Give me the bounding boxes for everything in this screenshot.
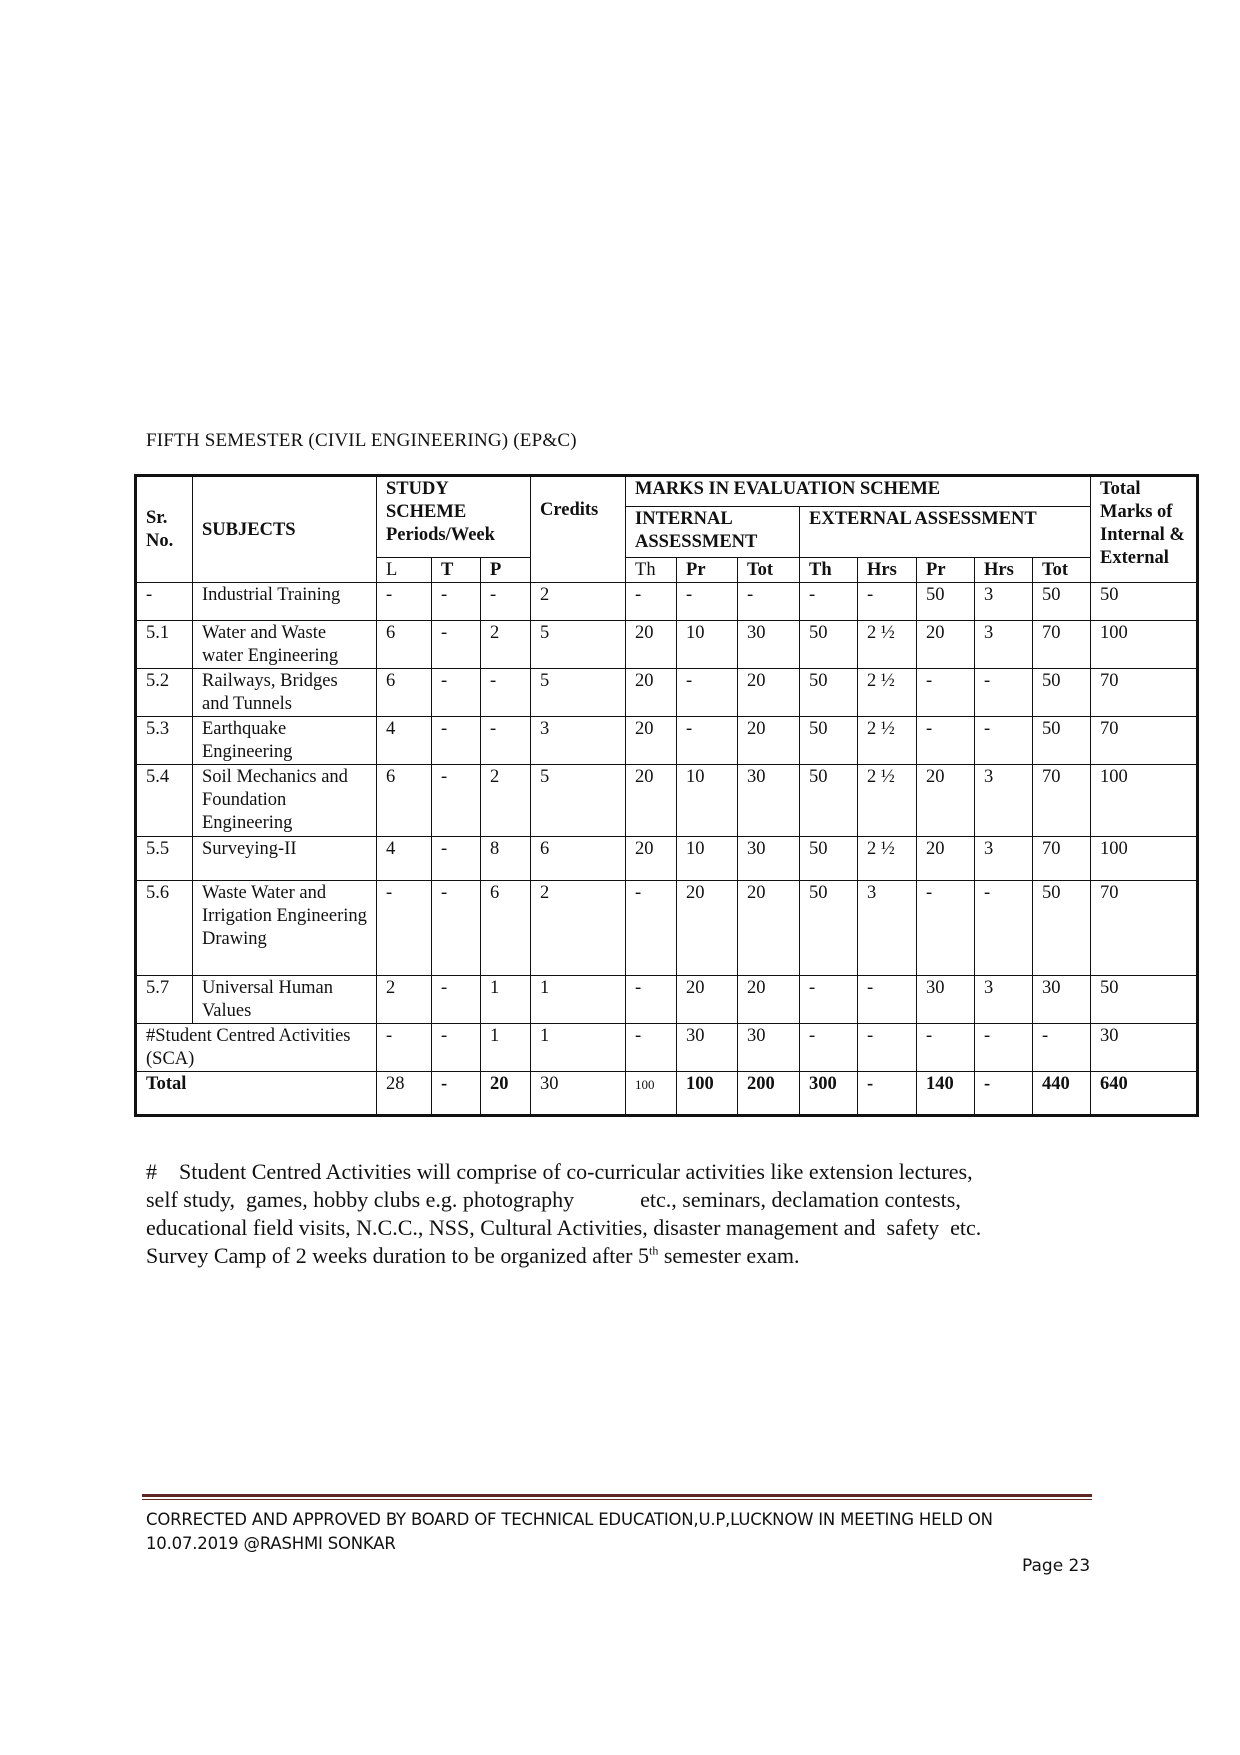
cell-int-th: 20	[626, 621, 677, 669]
note-line: # Student Centred Activities will comprise of co-curricular activities like extension lectures,	[146, 1159, 973, 1184]
cell-credits: 5	[531, 669, 626, 717]
cell-total: 70	[1091, 669, 1198, 717]
cell-int-pr: 10	[677, 765, 738, 837]
ext-hrs1-header: Hrs	[858, 558, 917, 583]
cell-ext-hrs2: -	[975, 881, 1033, 976]
cell-ext-hrs2: -	[975, 669, 1033, 717]
ext-th-header: Th	[800, 558, 858, 583]
t-header: T	[432, 558, 481, 583]
cell-ext-hrs2: 3	[975, 621, 1033, 669]
cell-ext-hrs1: 2 ½	[858, 765, 917, 837]
cell-credits: 3	[531, 717, 626, 765]
cell-ext-tot: 30	[1033, 976, 1091, 1024]
cell-total: 100	[1091, 837, 1198, 881]
cell-t: -	[432, 837, 481, 881]
cell-ext-pr: -	[917, 1024, 975, 1072]
cell-int-tot: -	[738, 583, 800, 621]
cell-int-th: 100	[626, 1072, 677, 1116]
l-header: L	[377, 558, 432, 583]
cell-total: 70	[1091, 881, 1198, 976]
cell-int-th: 20	[626, 717, 677, 765]
cell-subject: Railways, Bridges and Tunnels	[193, 669, 377, 717]
cell-t: -	[432, 621, 481, 669]
cell-total: 100	[1091, 621, 1198, 669]
cell-sr: 5.7	[136, 976, 193, 1024]
cell-ext-tot: 440	[1033, 1072, 1091, 1116]
cell-int-pr: 30	[677, 1024, 738, 1072]
cell-credits: 2	[531, 881, 626, 976]
cell-credits: 6	[531, 837, 626, 881]
cell-l: 2	[377, 976, 432, 1024]
cell-ext-hrs1: 2 ½	[858, 669, 917, 717]
cell-sr: 5.5	[136, 837, 193, 881]
cell-subject: Soil Mechanics and Foundation Engineering	[193, 765, 377, 837]
table-row	[136, 669, 1198, 717]
cell-subject: Earthquake Engineering	[193, 717, 377, 765]
marks-scheme-header: MARKS IN EVALUATION SCHEME	[626, 476, 1091, 507]
cell-credits: 5	[531, 765, 626, 837]
ext-pr-header: Pr	[917, 558, 975, 583]
cell-ext-hrs2: 3	[975, 837, 1033, 881]
cell-int-tot: 20	[738, 881, 800, 976]
cell-ext-hrs2: -	[975, 1072, 1033, 1116]
cell-int-th: 20	[626, 765, 677, 837]
table-row	[136, 765, 1198, 837]
cell-int-pr: 20	[677, 881, 738, 976]
p-header: P	[481, 558, 531, 583]
cell-ext-hrs2: 3	[975, 583, 1033, 621]
cell-int-pr: 10	[677, 621, 738, 669]
table-row	[136, 881, 1198, 976]
study-scheme-header: STUDY SCHEME Periods/Week	[377, 476, 531, 558]
cell-int-th: 20	[626, 837, 677, 881]
cell-sr: 5.3	[136, 717, 193, 765]
sca-row	[136, 1024, 1198, 1072]
cell-ext-th: 50	[800, 837, 858, 881]
cell-t: -	[432, 669, 481, 717]
cell-ext-tot: 70	[1033, 621, 1091, 669]
cell-ext-hrs1: -	[858, 1072, 917, 1116]
cell-credits: 1	[531, 976, 626, 1024]
cell-t: -	[432, 765, 481, 837]
evaluation-scheme-table	[134, 474, 1199, 1117]
internal-assessment-header: INTERNAL ASSESSMENT	[626, 507, 800, 558]
cell-int-pr: -	[677, 669, 738, 717]
cell-ext-th: 50	[800, 669, 858, 717]
note-line-text: semester exam.	[658, 1243, 800, 1268]
total-marks-header: Total Marks of Internal & External	[1091, 476, 1198, 583]
cell-ext-th: -	[800, 976, 858, 1024]
cell-int-th: -	[626, 976, 677, 1024]
footer-rule	[142, 1494, 1092, 1497]
table-row	[136, 583, 1198, 621]
cell-ext-hrs1: -	[858, 583, 917, 621]
cell-ext-hrs1: 2 ½	[858, 837, 917, 881]
total-row	[136, 1072, 1198, 1116]
cell-int-tot: 20	[738, 976, 800, 1024]
cell-subject: Industrial Training	[193, 583, 377, 621]
cell-total: 100	[1091, 765, 1198, 837]
cell-ext-pr: 30	[917, 976, 975, 1024]
cell-ext-hrs2: -	[975, 1024, 1033, 1072]
cell-ext-tot: 50	[1033, 583, 1091, 621]
cell-sr: 5.4	[136, 765, 193, 837]
cell-l: -	[377, 583, 432, 621]
cell-ext-th: 300	[800, 1072, 858, 1116]
cell-total: 50	[1091, 583, 1198, 621]
header-row-1	[136, 476, 1198, 507]
cell-ext-hrs1: -	[858, 1024, 917, 1072]
cell-ext-th: 50	[800, 765, 858, 837]
credits-header: Credits	[531, 476, 626, 583]
cell-p: -	[481, 669, 531, 717]
cell-sr: 5.1	[136, 621, 193, 669]
cell-int-tot: 20	[738, 669, 800, 717]
cell-subject: Surveying-II	[193, 837, 377, 881]
cell-p: -	[481, 717, 531, 765]
cell-p: -	[481, 583, 531, 621]
cell-l: 4	[377, 717, 432, 765]
note-line: self study, games, hobby clubs e.g. photography etc., seminars, declamation contests,	[146, 1187, 961, 1212]
cell-l: 6	[377, 669, 432, 717]
cell-l: -	[377, 1024, 432, 1072]
cell-ext-tot: 50	[1033, 881, 1091, 976]
cell-credits: 5	[531, 621, 626, 669]
cell-total: 640	[1091, 1072, 1198, 1116]
table-row	[136, 717, 1198, 765]
note-line: educational field visits, N.C.C., NSS, Cultural Activities, disaster management and safety etc.	[146, 1215, 982, 1240]
cell-subject: Water and Waste water Engineering	[193, 621, 377, 669]
cell-ext-hrs2: 3	[975, 976, 1033, 1024]
page-number: Page 23	[1022, 1556, 1091, 1576]
cell-p: 2	[481, 621, 531, 669]
footer-line: 10.07.2019 @RASHMI SONKAR	[146, 1534, 396, 1553]
cell-p: 1	[481, 1024, 531, 1072]
cell-ext-hrs1: 3	[858, 881, 917, 976]
cell-credits: 1	[531, 1024, 626, 1072]
cell-sr: -	[136, 583, 193, 621]
cell-int-pr: 20	[677, 976, 738, 1024]
cell-l: 28	[377, 1072, 432, 1116]
cell-t: -	[432, 881, 481, 976]
cell-int-tot: 30	[738, 621, 800, 669]
cell-int-th: 20	[626, 669, 677, 717]
cell-int-tot: 30	[738, 765, 800, 837]
footer-approval	[146, 1508, 1106, 1556]
cell-ext-tot: 50	[1033, 717, 1091, 765]
table-row	[136, 621, 1198, 669]
note-line-text: Survey Camp of 2 weeks duration to be organized after 5	[146, 1243, 650, 1268]
sca-note	[146, 1158, 1086, 1270]
cell-total: 70	[1091, 717, 1198, 765]
cell-t: -	[432, 1024, 481, 1072]
cell-ext-hrs2: 3	[975, 765, 1033, 837]
cell-int-pr: -	[677, 717, 738, 765]
cell-ext-pr: 140	[917, 1072, 975, 1116]
ext-tot-header: Tot	[1033, 558, 1091, 583]
cell-ext-pr: 20	[917, 621, 975, 669]
cell-ext-pr: 50	[917, 583, 975, 621]
cell-l: 4	[377, 837, 432, 881]
table-row	[136, 976, 1198, 1024]
cell-t: -	[432, 583, 481, 621]
cell-int-tot: 200	[738, 1072, 800, 1116]
cell-ext-tot: -	[1033, 1024, 1091, 1072]
cell-t: -	[432, 976, 481, 1024]
cell-ext-th: 50	[800, 881, 858, 976]
cell-p: 8	[481, 837, 531, 881]
cell-ext-hrs1: 2 ½	[858, 717, 917, 765]
cell-total: 30	[1091, 1024, 1198, 1072]
subjects-header: SUBJECTS	[193, 476, 377, 583]
cell-ext-th: 50	[800, 621, 858, 669]
cell-ext-pr: 20	[917, 837, 975, 881]
cell-p: 1	[481, 976, 531, 1024]
cell-int-tot: 30	[738, 1024, 800, 1072]
cell-ext-tot: 70	[1033, 765, 1091, 837]
table-row	[136, 837, 1198, 881]
cell-int-th: -	[626, 881, 677, 976]
external-assessment-header: EXTERNAL ASSESSMENT	[800, 507, 1091, 558]
ext-hrs2-header: Hrs	[975, 558, 1033, 583]
cell-ext-pr: 20	[917, 765, 975, 837]
cell-p: 20	[481, 1072, 531, 1116]
cell-sr: 5.2	[136, 669, 193, 717]
cell-credits: 2	[531, 583, 626, 621]
cell-ext-pr: -	[917, 717, 975, 765]
int-th-header: Th	[626, 558, 677, 583]
footer-line: CORRECTED AND APPROVED BY BOARD OF TECHNICAL EDUCATION,U.P,LUCKNOW IN MEETING HELD ON	[146, 1510, 993, 1529]
cell-ext-pr: -	[917, 881, 975, 976]
cell-ext-hrs2: -	[975, 717, 1033, 765]
footer-rule-thin	[142, 1499, 1092, 1500]
cell-ext-hrs1: -	[858, 976, 917, 1024]
cell-ext-tot: 70	[1033, 837, 1091, 881]
cell-sr: 5.6	[136, 881, 193, 976]
cell-ext-tot: 50	[1033, 669, 1091, 717]
cell-int-pr: 10	[677, 837, 738, 881]
cell-t: -	[432, 717, 481, 765]
cell-int-pr: -	[677, 583, 738, 621]
cell-int-th: -	[626, 583, 677, 621]
note-superscript: th	[649, 1243, 659, 1258]
cell-ext-th: -	[800, 1024, 858, 1072]
cell-total: 50	[1091, 976, 1198, 1024]
cell-ext-th: 50	[800, 717, 858, 765]
int-pr-header: Pr	[677, 558, 738, 583]
cell-int-tot: 20	[738, 717, 800, 765]
cell-sca-label: #Student Centred Activities (SCA)	[136, 1024, 377, 1072]
int-tot-header: Tot	[738, 558, 800, 583]
cell-ext-pr: -	[917, 669, 975, 717]
cell-l: 6	[377, 765, 432, 837]
cell-ext-hrs1: 2 ½	[858, 621, 917, 669]
cell-p: 2	[481, 765, 531, 837]
cell-int-tot: 30	[738, 837, 800, 881]
cell-ext-th: -	[800, 583, 858, 621]
note-line	[146, 1242, 1086, 1270]
cell-l: -	[377, 881, 432, 976]
cell-total-label: Total	[136, 1072, 377, 1116]
cell-subject: Universal Human Values	[193, 976, 377, 1024]
cell-credits: 30	[531, 1072, 626, 1116]
cell-int-pr: 100	[677, 1072, 738, 1116]
page-heading: FIFTH SEMESTER (CIVIL ENGINEERING) (EP&C)	[146, 430, 577, 451]
sr-no-header: Sr. No.	[136, 476, 193, 583]
cell-l: 6	[377, 621, 432, 669]
cell-t: -	[432, 1072, 481, 1116]
cell-subject: Waste Water and Irrigation Engineering Drawing	[193, 881, 377, 976]
cell-p: 6	[481, 881, 531, 976]
cell-int-th: -	[626, 1024, 677, 1072]
